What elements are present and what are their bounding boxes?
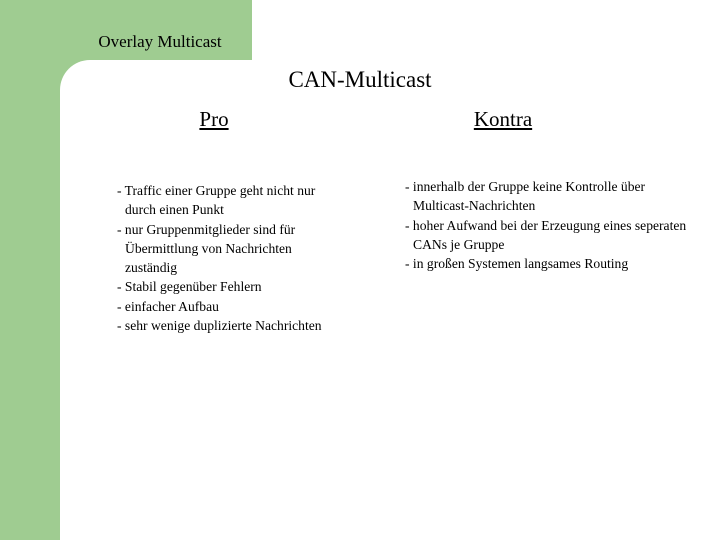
pro-item: - sehr wenige duplizierte Nachrichten — [117, 318, 322, 334]
kontra-list — [405, 177, 695, 273]
section-title: Overlay Multicast — [98, 32, 222, 51]
pro-list — [117, 181, 347, 335]
kontra-item: - hoher Aufwand bei der Erzeugung eines seperaten CANs je Gruppe — [405, 217, 687, 252]
pro-item: - Stabil gegenüber Fehlern — [117, 279, 262, 295]
pro-heading: Pro — [199, 107, 229, 131]
pro-item: - Traffic einer Gruppe geht nicht nur durch einen Punkt — [117, 183, 316, 218]
left-band — [0, 0, 60, 540]
slide-title: CAN-Multicast — [288, 67, 432, 92]
pro-item: - nur Gruppenmitglieder sind für Übermittlung von Nachrichten zuständig — [117, 221, 296, 276]
kontra-item: - in großen Systemen langsames Routing — [405, 256, 629, 272]
pro-item: - einfacher Aufbau — [117, 298, 219, 314]
kontra-heading: Kontra — [473, 107, 533, 131]
kontra-item: - innerhalb der Gruppe keine Kontrolle über Multicast-Nachrichten — [405, 179, 646, 214]
